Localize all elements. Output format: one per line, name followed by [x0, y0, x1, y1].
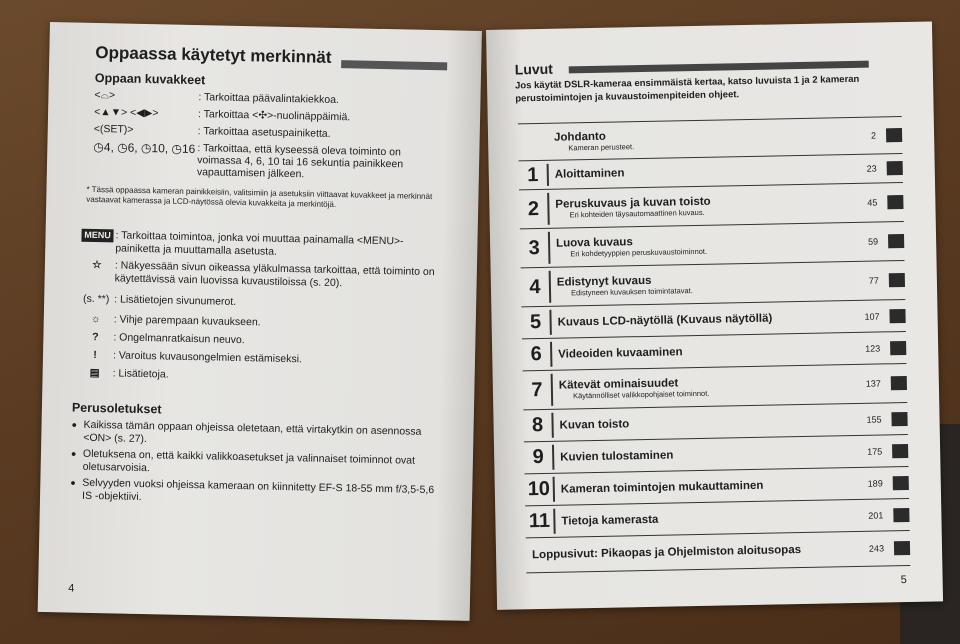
thumb-tab — [891, 376, 907, 390]
appendix-row[interactable] — [526, 530, 911, 573]
bullet-item: ● Selvyyden vuoksi ohjeissa kameraan on kiinnitetty EF-S 18-55 mm f/3,5-5,6 IS -objektiivi. — [70, 477, 442, 511]
chapter-page: 23 — [866, 163, 877, 174]
chapter-page: 107 — [864, 310, 880, 322]
chapter-title: Johdanto — [553, 130, 606, 144]
legend-row — [77, 349, 433, 369]
section-heading: Oppaan kuvakkeet — [94, 70, 206, 88]
chapter-subtitle: Eri kohdetyyppien peruskuvaustoiminnot. — [570, 246, 708, 258]
question-icon: ? — [92, 330, 99, 344]
chapter-number: 10 — [527, 477, 551, 501]
left-page — [38, 22, 482, 621]
right-page — [486, 21, 943, 609]
chapter-title: Videoiden kuvaaminen — [558, 345, 683, 361]
timer-icon: ◷4, ◷6, ◷10, ◷16 — [93, 139, 196, 157]
chapter-list — [518, 116, 911, 573]
chapter-subtitle: Käytännölliset valikkopohjaiset toiminnot. — [572, 388, 710, 400]
legend-desc: : Vihje parempaan kuvaukseen. — [113, 313, 261, 329]
chapter-number: 4 — [529, 275, 541, 298]
chapter-title: Kuvan toisto — [559, 417, 630, 432]
title-bar-decoration — [341, 60, 447, 70]
legend-row — [79, 259, 435, 292]
chapter-title: Peruskuvaus ja kuvan toisto — [555, 195, 711, 211]
legend-desc: : Lisätietojen sivunumerot. — [114, 293, 237, 308]
page-number: 5 — [900, 574, 907, 587]
legend-row — [78, 293, 434, 313]
thumb-tab — [893, 507, 909, 521]
page-ref-icon: (s. **) — [82, 292, 110, 306]
thumb-tab — [887, 161, 903, 175]
warning-icon: ! — [93, 348, 97, 362]
chapter-page: 77 — [868, 275, 879, 286]
bullet-item: ● Oletuksena on, että kaikki valikkoasetukset ja valinnaiset toiminnot ovat oletusarvoisia. — [71, 448, 443, 482]
legend-desc: : Näkyessään sivun oikeassa yläkulmassa tarkoittaa, että toiminto on käytettävissä vain luovissa kuvaustiloissa (s. 20). — [114, 259, 435, 290]
chapter-number: 11 — [528, 509, 551, 533]
icon-desc: : Tarkoittaa päävalintakiekkoa. — [198, 91, 340, 107]
memo-icon: ▤ — [89, 366, 100, 380]
appendix-title: Loppusivut: Pikaopas ja Ohjelmiston aloitusopas — [531, 544, 802, 562]
thumb-tab — [886, 128, 902, 142]
set-button-icon: <(SET)> — [93, 122, 134, 136]
legend-row — [78, 313, 434, 333]
thumb-tab — [890, 340, 906, 354]
legend-row — [79, 229, 435, 262]
thumb-tab — [889, 308, 905, 322]
appendix-page: 243 — [868, 543, 885, 554]
page-title: Oppaassa käytetyt merkinnät — [95, 42, 332, 67]
legend-desc: : Lisätietoja. — [112, 367, 169, 381]
title-bar-decoration — [569, 61, 869, 74]
legend-desc: : Ongelmanratkaisun neuvo. — [113, 331, 245, 347]
legend-desc: : Varoitus kuvausongelmien estämiseksi. — [112, 349, 303, 366]
chapter-subtitle: Edistyneen kuvauksen toimintatavat. — [570, 285, 693, 297]
chapter-title: Luova kuvaus — [555, 235, 633, 250]
thumb-tab — [893, 475, 909, 489]
icon-legend-row — [94, 123, 426, 142]
chapter-page: 155 — [866, 413, 882, 425]
page-title: Luvut — [514, 60, 554, 78]
chapter-page: 201 — [868, 509, 884, 521]
chapter-number: 6 — [530, 342, 543, 366]
icon-legend-row — [94, 106, 426, 125]
star-icon: ☆ — [92, 258, 102, 272]
arrow-keys-icon: <▲▼> <◀▶> — [94, 105, 159, 120]
section-heading: Perusoletukset — [71, 400, 162, 417]
menu-icon: MENU — [81, 229, 114, 243]
chapter-subtitle: Eri kohteiden täysautomaattinen kuvaus. — [569, 207, 705, 219]
page-number: 4 — [68, 582, 75, 595]
legend-desc: : Tarkoittaa toimintoa, jonka voi muuttaa painamalla <MENU>-painiketta ja muuttamalla asetusta. — [115, 229, 404, 258]
chapter-subtitle: Kameran perusteet. — [568, 141, 635, 152]
thumb-tab — [888, 234, 904, 248]
chapter-page: 175 — [867, 445, 883, 457]
thumb-tab — [891, 411, 907, 425]
chapter-number: 9 — [532, 445, 544, 469]
chapter-number: 7 — [531, 378, 543, 401]
chapter-title: Aloittaminen — [554, 167, 625, 181]
thumb-tab — [887, 195, 903, 209]
chapter-number: 5 — [529, 310, 542, 334]
chapter-title: Kameran toimintojen mukauttaminen — [560, 479, 764, 496]
thumb-tab — [892, 443, 908, 457]
thumb-tab — [889, 273, 905, 287]
footnote: * Tässä oppaassa kameran painikkeisiin, valitsimiin ja asetuksiin viittaavat kuvakkeet ja merkinnät vastaavat kamerassa ja LCD-näytössä olevia kuvakkeita ja merkintöjä. — [86, 184, 433, 210]
chapter-number: 3 — [528, 236, 540, 259]
thumb-tab — [894, 541, 910, 555]
chapter-title: Tietoja kamerasta — [561, 513, 659, 528]
chapter-page: 123 — [865, 342, 881, 354]
chapter-page: 45 — [867, 197, 878, 208]
intro-text: Jos käytät DSLR-kameraa ensimmäistä kertaa, katso luvuista 1 ja 2 kameran perustoimintojen ja kuvaustoimenpiteiden ohjeet. — [514, 73, 860, 105]
chapter-number: 8 — [531, 413, 544, 437]
legend-row — [77, 367, 433, 387]
chapter-title: Kuvaus LCD-näytöllä (Kuvaus näytöllä) — [557, 312, 773, 329]
icon-desc: : Tarkoittaa <✣>-nuolinäppäimiä. — [197, 108, 351, 124]
main-dial-icon: <⌓> — [94, 88, 116, 102]
lightbulb-icon: ☼ — [90, 312, 101, 326]
chapter-title: Edistynyt kuvaus — [556, 274, 652, 289]
chapter-page: 59 — [868, 236, 879, 247]
icon-desc: : Tarkoittaa, että kyseessä oleva toiminto on voimassa 4, 6, 10 tai 16 sekuntia painikkeen vapauttamisen jälkeen. — [196, 142, 404, 181]
icon-desc: : Tarkoittaa asetuspainiketta. — [197, 125, 331, 140]
icon-legend-row — [93, 140, 426, 183]
bullet-item: ● Kaikissa tämän oppaan ohjeissa oletetaan, että virtakytkin on asennossa <ON> (s. 27). — [71, 419, 443, 453]
chapter-title: Kätevät ominaisuudet — [558, 376, 679, 392]
chapter-number: 1 — [527, 163, 539, 186]
legend-row — [77, 331, 433, 351]
chapter-page: 137 — [865, 378, 881, 389]
chapter-page: 2 — [870, 130, 877, 141]
icon-legend-row — [94, 89, 426, 109]
chapter-number: 2 — [527, 197, 540, 220]
chapter-page: 189 — [867, 477, 883, 489]
chapter-title: Kuvien tulostaminen — [560, 448, 674, 464]
